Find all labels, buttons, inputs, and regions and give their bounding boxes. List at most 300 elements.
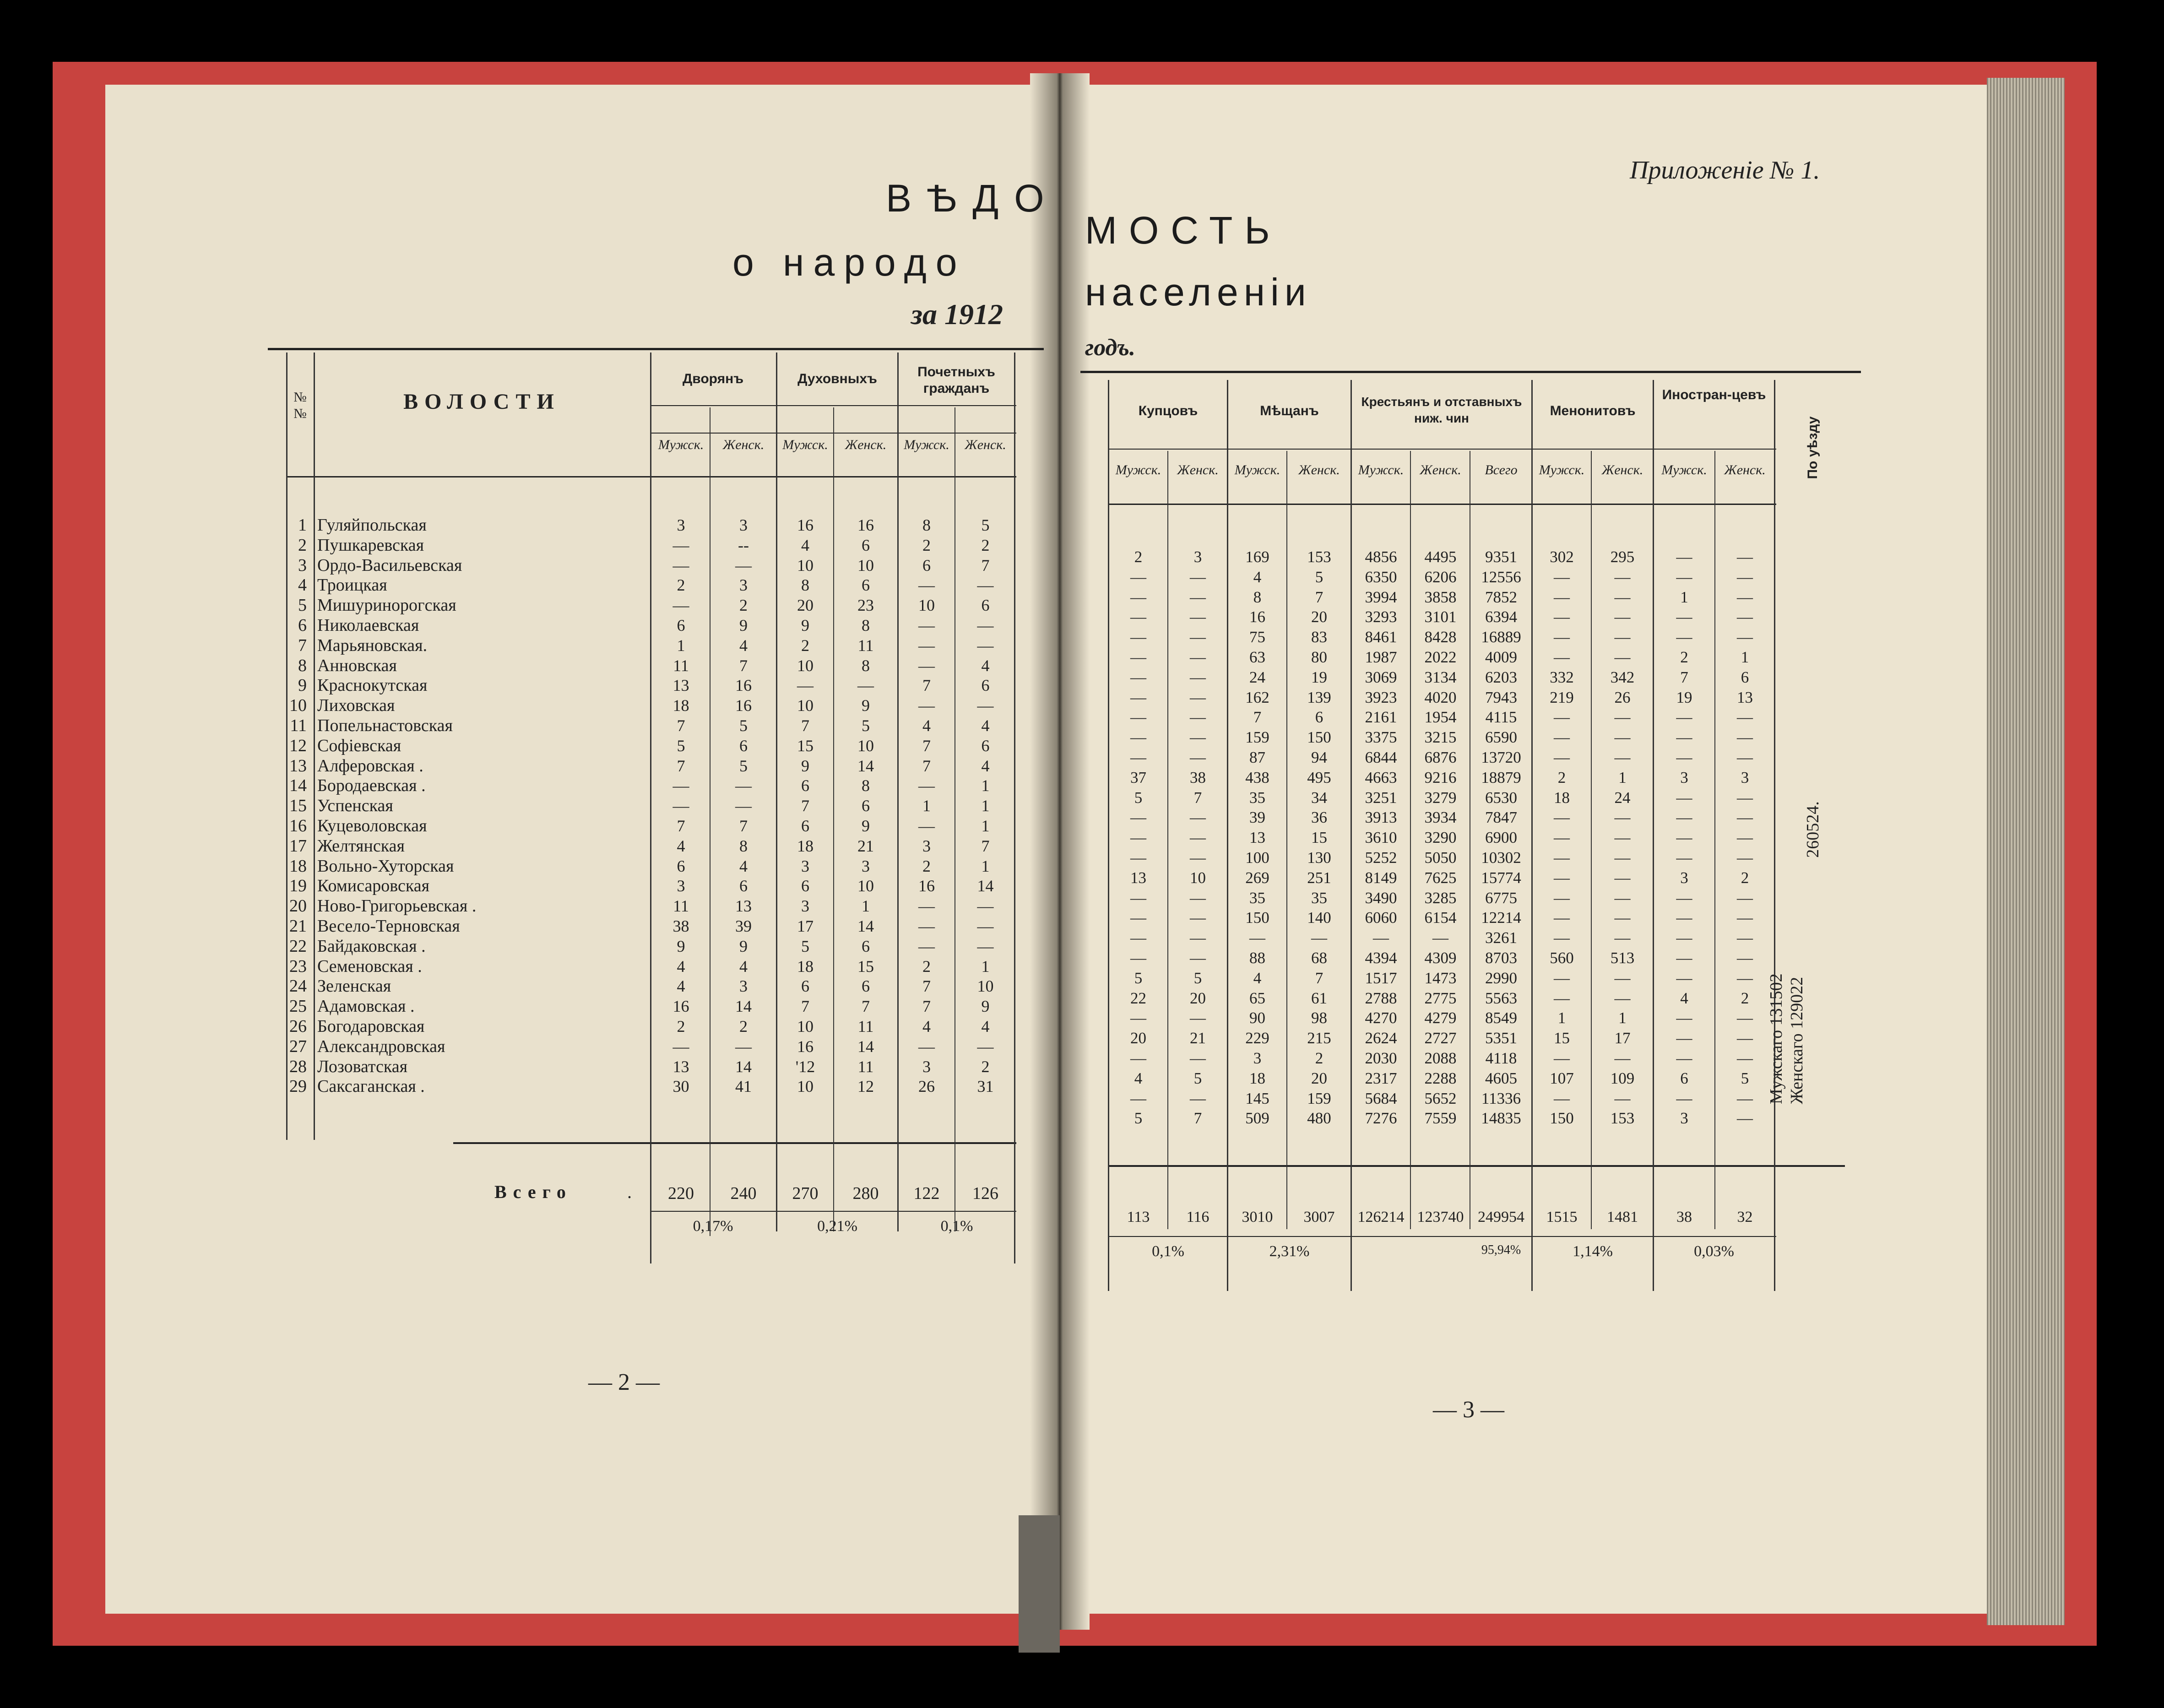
table-cell: 159	[1307, 1090, 1331, 1107]
table-cell: 4	[801, 536, 809, 554]
table-cell: 10302	[1481, 849, 1521, 867]
sub-male-1: Мужск.	[658, 437, 704, 452]
table-row	[0, 928, 1831, 948]
table-cell: 8703	[1485, 949, 1517, 967]
table-cell: 7	[922, 737, 931, 755]
spine-strip	[1019, 1515, 1060, 1653]
table-row	[0, 607, 1831, 627]
table-cell: 3285	[1424, 889, 1457, 907]
table-cell: —	[1190, 929, 1206, 947]
table-cell: 18	[797, 837, 814, 855]
table-cell: 16	[735, 696, 752, 715]
table-cell: —	[1190, 608, 1206, 626]
table-cell: 3	[922, 1057, 931, 1076]
table-cell: 18879	[1481, 769, 1521, 786]
table-cell: 509	[1245, 1109, 1269, 1127]
table-cell: 480	[1307, 1109, 1331, 1127]
table-cell: 2	[739, 596, 748, 614]
table-row	[0, 1089, 1831, 1109]
table-cell: —	[1737, 568, 1753, 586]
table-cell: 6	[801, 977, 809, 995]
table-cell: 2	[922, 857, 931, 875]
table-cell: 10	[857, 877, 874, 895]
table-cell: 9	[801, 757, 809, 775]
r-sub-male-3: Мужск.	[1358, 462, 1404, 477]
left-table-top-rule	[268, 348, 1044, 350]
table-cell: —	[1190, 689, 1206, 706]
table-cell: —	[1614, 728, 1631, 746]
table-cell: —	[1737, 628, 1753, 646]
r-sub-female-3: Женск.	[1420, 462, 1461, 477]
header-volosti: ВОЛОСТИ	[403, 390, 560, 414]
table-cell: 8	[862, 656, 870, 675]
table-cell: 16	[918, 877, 935, 895]
table-cell: 4	[981, 1017, 990, 1036]
table-cell: 7852	[1485, 588, 1517, 606]
table-cell: 18	[797, 957, 814, 976]
table-cell: —	[1130, 829, 1146, 846]
table-cell: 8	[1253, 588, 1262, 606]
table-cell: 150	[1550, 1109, 1574, 1127]
table-cell: 24	[1249, 668, 1265, 686]
table-cell: 7	[1680, 668, 1688, 686]
table-cell: 4495	[1424, 548, 1457, 566]
volost-name: Краснокутская	[317, 676, 428, 695]
table-cell: 4118	[1485, 1049, 1517, 1067]
volost-name: Байдаковская .	[317, 937, 426, 956]
table-cell: —	[735, 776, 752, 795]
table-cell: —	[1432, 929, 1448, 947]
table-cell: 75	[1249, 628, 1265, 646]
table-row	[0, 707, 1831, 727]
table-cell: —	[918, 897, 935, 915]
table-cell: 65	[1249, 989, 1265, 1007]
row-number: 5	[298, 596, 307, 615]
table-cell: 7625	[1424, 869, 1457, 887]
total-cell: 220	[668, 1184, 694, 1203]
table-cell: 10	[918, 596, 935, 614]
header-meshchan: Мѣщанъ	[1260, 403, 1319, 418]
table-cell: 3	[739, 516, 748, 534]
table-cell: 150	[1307, 728, 1331, 746]
table-cell: 21	[857, 837, 874, 855]
row-number: 8	[298, 656, 307, 675]
table-cell: 16	[1249, 608, 1265, 626]
table-cell: 17	[1614, 1029, 1631, 1047]
table-cell: 1	[981, 957, 990, 976]
row-number: 1	[298, 515, 307, 535]
table-cell: 3	[1680, 869, 1688, 887]
volost-name: Комисаровская	[317, 876, 430, 895]
table-cell: —	[1554, 889, 1570, 907]
table-cell: 6	[1315, 708, 1323, 726]
table-cell: 8549	[1485, 1009, 1517, 1027]
row-number: 22	[289, 937, 307, 956]
table-cell: 6	[801, 776, 809, 795]
percent-cell: 0,17%	[693, 1218, 733, 1235]
table-cell: —	[1737, 1029, 1753, 1047]
table-cell: —	[1737, 1049, 1753, 1067]
table-cell: 3	[739, 977, 748, 995]
table-cell: 3	[1680, 769, 1688, 786]
table-cell: 9	[981, 997, 990, 1015]
table-cell: 13	[673, 676, 689, 694]
table-cell: 3	[862, 857, 870, 875]
table-cell: 5	[1134, 789, 1143, 807]
table-cell: 7	[1193, 789, 1202, 807]
table-cell: 83	[1311, 628, 1327, 646]
table-cell: —	[1190, 829, 1206, 846]
table-cell: 1	[1618, 1009, 1627, 1027]
table-cell: —	[977, 897, 994, 915]
table-cell: 6203	[1485, 668, 1517, 686]
table-cell: 12214	[1481, 909, 1521, 927]
table-cell: 3375	[1365, 728, 1397, 746]
table-row	[0, 1108, 1831, 1128]
row-number: 23	[289, 957, 307, 976]
table-cell: 2030	[1365, 1049, 1397, 1067]
table-cell: 4115	[1485, 708, 1517, 726]
table-cell: 9	[739, 937, 748, 955]
table-cell: 2	[677, 1017, 685, 1036]
table-cell: 4	[1253, 568, 1262, 586]
table-cell: 7	[862, 997, 870, 1015]
table-cell: 5351	[1485, 1029, 1517, 1047]
table-cell: —	[977, 636, 994, 655]
table-cell: 153	[1307, 548, 1331, 566]
table-cell: 38	[673, 917, 689, 935]
title-line3: за 1912	[911, 298, 1003, 331]
row-number: 19	[289, 876, 307, 895]
table-cell: 1	[981, 857, 990, 875]
row-number: 29	[289, 1077, 307, 1096]
table-cell: 130	[1307, 849, 1331, 867]
row-number: 15	[289, 796, 307, 815]
table-cell: 2161	[1365, 708, 1397, 726]
table-cell: 1	[922, 797, 931, 815]
table-cell: —	[1554, 648, 1570, 666]
sub-female-1: Женск.	[722, 437, 765, 452]
table-cell: —	[1676, 949, 1692, 967]
table-cell: —	[1190, 748, 1206, 766]
table-cell: 7943	[1485, 689, 1517, 706]
header-kuptsov: Купцовъ	[1138, 403, 1198, 418]
table-cell: 6590	[1485, 728, 1517, 746]
table-cell: —	[1614, 909, 1631, 927]
table-cell: 159	[1245, 728, 1269, 746]
table-row	[0, 587, 1831, 607]
table-cell: 16	[857, 516, 874, 534]
table-cell: —	[1130, 1009, 1146, 1027]
table-cell: —	[1676, 1049, 1692, 1067]
title-line2: о народо	[732, 241, 966, 284]
total-cell: 1481	[1607, 1209, 1638, 1225]
table-cell: —	[1373, 929, 1389, 947]
r-sub-female-4: Женск.	[1601, 462, 1643, 477]
table-cell: 5	[1193, 1069, 1202, 1087]
table-cell: —	[1737, 929, 1753, 947]
table-cell: 6	[801, 817, 809, 835]
table-cell: 6394	[1485, 608, 1517, 626]
table-cell: 4	[1253, 969, 1262, 987]
table-cell: —	[1130, 648, 1146, 666]
table-cell: 4	[981, 716, 990, 735]
table-cell: —	[918, 616, 935, 634]
table-cell: —	[1311, 929, 1327, 947]
table-cell: 6530	[1485, 789, 1517, 807]
table-cell: 13	[1130, 869, 1146, 887]
table-cell: —	[1130, 909, 1146, 927]
table-cell: —	[1130, 708, 1146, 726]
table-cell: 3934	[1424, 808, 1457, 826]
table-cell: 7	[922, 676, 931, 694]
table-cell: 2	[922, 536, 931, 554]
table-cell: 8149	[1365, 869, 1397, 887]
table-cell: 251	[1307, 869, 1331, 887]
total-cell: 126214	[1357, 1209, 1405, 1225]
table-cell: 19	[1676, 689, 1692, 706]
sub-female-3: Женск.	[965, 437, 1006, 452]
right-header-rule	[1108, 504, 1776, 505]
table-cell: —	[1676, 1090, 1692, 1107]
table-cell: 26	[1614, 689, 1631, 706]
table-row	[0, 1068, 1831, 1089]
table-cell: —	[918, 776, 935, 795]
table-cell: 8461	[1365, 628, 1397, 646]
table-cell: —	[1130, 889, 1146, 907]
table-cell: 4009	[1485, 648, 1517, 666]
table-cell: 35	[1249, 889, 1265, 907]
total-cell: 113	[1127, 1209, 1150, 1225]
table-cell: 269	[1245, 869, 1269, 887]
table-cell: —	[1676, 548, 1692, 566]
table-row	[0, 1048, 1831, 1068]
table-cell: —	[1737, 909, 1753, 927]
table-cell: 3	[922, 837, 931, 855]
table-cell: 5563	[1485, 989, 1517, 1007]
percent-cell: 0,21%	[817, 1218, 857, 1235]
table-cell: —	[1737, 748, 1753, 766]
table-cell: 24	[1614, 789, 1631, 807]
table-cell: 7	[922, 997, 931, 1015]
sub-female-2: Женск.	[845, 437, 887, 452]
total-cell: 116	[1186, 1209, 1209, 1225]
table-cell: 15	[1311, 829, 1327, 846]
right-subheader-rule	[1108, 449, 1776, 450]
table-cell: —	[1737, 949, 1753, 967]
table-row	[0, 888, 1831, 908]
table-cell: —	[1737, 1009, 1753, 1027]
table-cell: 23	[857, 596, 874, 614]
row-number: 25	[289, 997, 307, 1016]
percent-cell: 0,1%	[1152, 1243, 1184, 1260]
table-cell: 20	[1311, 608, 1327, 626]
table-cell: 1	[981, 797, 990, 815]
table-cell: 4	[981, 757, 990, 775]
table-cell: 13	[673, 1057, 689, 1076]
volost-name: Весело-Терновская	[317, 916, 460, 936]
table-cell: 5	[739, 716, 748, 735]
volost-name: Адамовская .	[317, 997, 415, 1016]
table-cell: 12	[857, 1077, 874, 1095]
table-cell: 3	[677, 877, 685, 895]
table-cell: 16889	[1481, 628, 1521, 646]
table-cell: —	[1614, 969, 1631, 987]
table-cell: —	[1554, 628, 1570, 646]
table-cell: —	[977, 937, 994, 955]
table-cell: 11	[673, 656, 689, 675]
table-cell: 14	[735, 1057, 752, 1076]
table-cell: 5684	[1365, 1090, 1397, 1107]
r-sub-male-2: Мужск.	[1234, 462, 1280, 477]
table-cell: —	[1676, 708, 1692, 726]
table-cell: —	[1676, 568, 1692, 586]
table-row	[0, 848, 1831, 868]
table-cell: 5	[1315, 568, 1323, 586]
table-cell: 4	[922, 1017, 931, 1036]
table-cell: —	[1249, 929, 1265, 947]
table-row	[0, 1008, 1831, 1028]
header-krestyan: Крестьянъ и отставныхъ ниж. чин	[1361, 395, 1522, 425]
table-cell: 3215	[1424, 728, 1457, 746]
table-cell: 98	[1311, 1009, 1327, 1027]
total-cell: 3007	[1303, 1209, 1335, 1225]
table-cell: 4270	[1365, 1009, 1397, 1027]
table-cell: —	[918, 1037, 935, 1056]
table-cell: '12	[795, 1057, 815, 1076]
volost-name: Желтянская	[317, 836, 405, 856]
table-cell: 3251	[1365, 789, 1397, 807]
total-cell: 270	[792, 1184, 819, 1203]
table-cell: —	[1190, 1049, 1206, 1067]
table-cell: —	[1676, 929, 1692, 947]
table-cell: 6	[862, 937, 870, 955]
table-cell: 4663	[1365, 769, 1397, 786]
table-cell: 1987	[1365, 648, 1397, 666]
table-row	[0, 948, 1831, 968]
table-cell: 342	[1610, 668, 1635, 686]
table-cell: —	[1130, 1090, 1146, 1107]
table-cell: 3	[1680, 1109, 1688, 1127]
table-cell: 513	[1610, 949, 1635, 967]
table-cell: 6	[862, 576, 870, 594]
header-pochetnykh: Почетныхъ гражданъ	[917, 364, 995, 396]
row-number: 12	[289, 736, 307, 755]
table-cell: —	[1676, 909, 1692, 927]
table-cell: 5	[1134, 1109, 1143, 1127]
table-cell: —	[1130, 808, 1146, 826]
percent-cell: 0,1%	[940, 1218, 973, 1235]
table-cell: —	[673, 776, 689, 795]
table-cell: —	[1130, 628, 1146, 646]
table-cell: 6	[1741, 668, 1749, 686]
header-no: № №	[293, 390, 307, 421]
table-cell: 8428	[1424, 628, 1457, 646]
table-cell: 6	[739, 737, 748, 755]
r-sub-male-1: Мужск.	[1115, 462, 1161, 477]
table-cell: 2727	[1424, 1029, 1457, 1047]
table-cell: —	[918, 636, 935, 655]
header-inostrantsev: Иностран-цевъ	[1662, 387, 1766, 402]
table-cell: 7	[1315, 588, 1323, 606]
table-cell: 6	[862, 977, 870, 995]
table-cell: —	[1676, 789, 1692, 807]
table-cell: 13	[1249, 829, 1265, 846]
table-cell: 153	[1610, 1109, 1635, 1127]
table-cell: 7	[801, 716, 809, 735]
table-cell: 2	[1134, 548, 1143, 566]
total-cell: 249954	[1478, 1209, 1524, 1225]
table-cell: —	[977, 917, 994, 935]
table-row	[0, 768, 1831, 788]
table-cell: —	[1554, 728, 1570, 746]
table-cell: —	[1614, 889, 1631, 907]
table-cell: 2	[1741, 869, 1749, 887]
table-cell: 10	[857, 737, 874, 755]
table-cell: —	[1614, 568, 1631, 586]
table-cell: —	[1190, 949, 1206, 967]
table-cell: —	[1554, 808, 1570, 826]
table-cell: —	[1614, 849, 1631, 867]
table-row	[0, 868, 1831, 888]
table-cell: —	[1614, 1049, 1631, 1067]
table-cell: 4279	[1424, 1009, 1457, 1027]
right-total-underline	[1108, 1236, 1776, 1237]
volost-name: Гуляйпольская	[317, 515, 427, 535]
table-cell: 2990	[1485, 969, 1517, 987]
table-cell: 4	[677, 957, 685, 976]
table-cell: —	[1676, 748, 1692, 766]
table-cell: —	[1676, 628, 1692, 646]
table-cell: —	[1190, 708, 1206, 726]
table-cell: 9	[677, 937, 685, 955]
table-cell: —	[1190, 568, 1206, 586]
table-cell: 139	[1307, 689, 1331, 706]
table-cell: —	[1614, 708, 1631, 726]
table-cell: 19	[1311, 668, 1327, 686]
row-number: 4	[298, 575, 307, 595]
table-cell: 9	[862, 817, 870, 835]
table-cell: —	[1130, 568, 1146, 586]
table-cell: —	[673, 556, 689, 575]
table-cell: 2	[922, 957, 931, 976]
table-cell: —	[1554, 708, 1570, 726]
table-cell: —	[1130, 849, 1146, 867]
total-cell: 126	[972, 1184, 998, 1203]
table-cell: 7	[801, 997, 809, 1015]
table-cell: 7847	[1485, 808, 1517, 826]
table-cell: 1	[1741, 648, 1749, 666]
table-cell: —	[1130, 728, 1146, 746]
table-cell: 18	[1249, 1069, 1265, 1087]
table-cell: —	[1130, 608, 1146, 626]
table-cell: 2	[981, 536, 990, 554]
table-row	[0, 988, 1831, 1009]
volost-name: Вольно-Хуторская	[317, 857, 454, 876]
table-row	[0, 647, 1831, 667]
volost-name: Пушкаревская	[317, 536, 424, 555]
table-cell: —	[1190, 909, 1206, 927]
table-cell: 6350	[1365, 568, 1397, 586]
table-cell: 10	[797, 556, 814, 575]
table-cell: 2088	[1424, 1049, 1457, 1067]
table-cell: 4394	[1365, 949, 1397, 967]
table-cell: 16	[673, 997, 689, 1015]
table-cell: —	[1614, 648, 1631, 666]
table-cell: —	[1554, 608, 1570, 626]
table-cell: —	[1130, 1049, 1146, 1067]
table-cell: 1954	[1424, 708, 1457, 726]
